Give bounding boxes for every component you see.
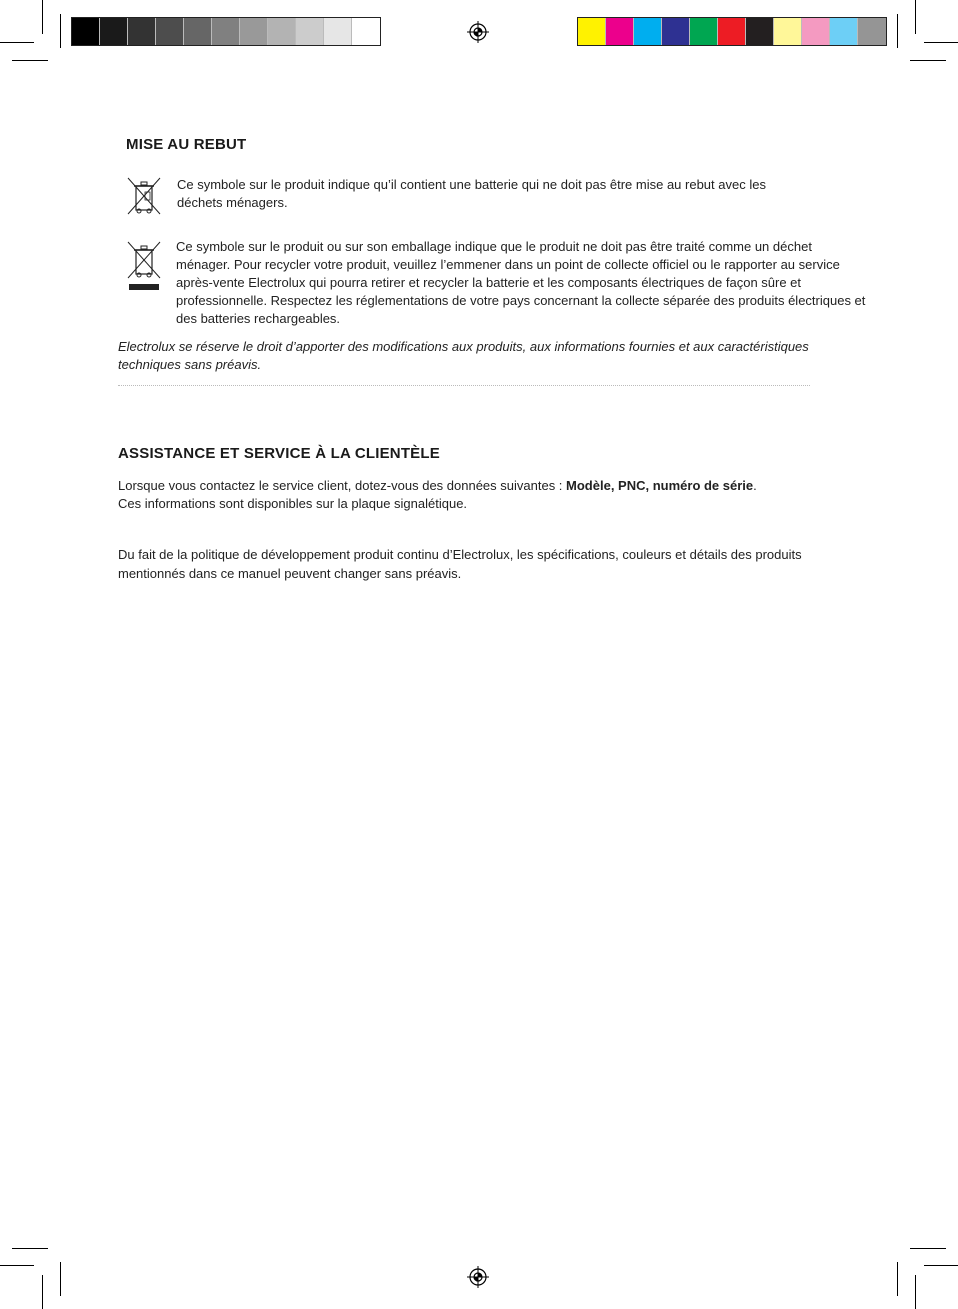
crop-mark — [0, 1265, 34, 1266]
color-swatch — [324, 18, 352, 45]
color-swatch — [606, 18, 634, 45]
disclaimer-text: Electrolux se réserve le droit d’apporter des modifications aux produits, aux informations fournies et aux caractéristiques techniques sans préavis. — [118, 339, 809, 372]
color-swatch — [240, 18, 268, 45]
crop-mark — [897, 1262, 898, 1296]
crop-mark — [60, 1262, 61, 1296]
policy-text: Du fait de la politique de développement produit continu d’Electrolux, les spécifications, couleurs et détails des produits mentionnés dans ce manuel peuvent changer sans préavis. — [118, 547, 802, 581]
weee-symbol-text: Ce symbole sur le produit ou sur son emballage indique que le produit ne doit pas être traité comme un déchet ménager. Pour recycler votre produit, veuillez l’emmener dans un point de collecte officiel ou le rapporter au service après-vente Electrolux qui pourra retirer et recycler la batterie et les composants électriques de façon sûre et professionnelle. Respectez les réglementations de votre pays concernant la collecte séparée des produits électriques et des batteries rechargeables. — [176, 239, 866, 326]
color-swatch — [662, 18, 690, 45]
registration-mark-icon — [467, 1266, 489, 1288]
crop-mark — [915, 0, 916, 34]
crop-mark — [42, 0, 43, 34]
contact-suffix: . — [753, 478, 757, 493]
crop-mark — [12, 60, 48, 61]
color-swatch — [268, 18, 296, 45]
color-swatch — [802, 18, 830, 45]
crop-mark — [12, 1248, 48, 1249]
color-swatch — [128, 18, 156, 45]
color-swatch — [578, 18, 606, 45]
color-swatch — [746, 18, 774, 45]
crop-mark — [42, 1275, 43, 1309]
process-color-bar — [577, 17, 887, 46]
crop-mark — [897, 14, 898, 48]
color-swatch — [774, 18, 802, 45]
color-swatch — [184, 18, 212, 45]
registration-mark-icon — [467, 21, 489, 43]
divider — [118, 385, 810, 386]
crop-mark — [910, 60, 946, 61]
color-swatch — [634, 18, 662, 45]
color-swatch — [690, 18, 718, 45]
crossed-bin-battery-icon — [126, 176, 162, 216]
crop-mark — [924, 1265, 958, 1266]
crop-mark — [915, 1275, 916, 1309]
disposal-heading: MISE AU REBUT — [126, 136, 247, 153]
crop-mark — [910, 1248, 946, 1249]
crossed-bin-weee-icon — [126, 240, 162, 292]
crop-mark — [60, 14, 61, 48]
color-swatch — [296, 18, 324, 45]
color-swatch — [830, 18, 858, 45]
color-swatch — [718, 18, 746, 45]
contact-required-data: Modèle, PNC, numéro de série — [566, 478, 754, 493]
plate-info-text: Ces informations sont disponibles sur la plaque signalétique. — [118, 496, 468, 511]
color-swatch — [352, 18, 380, 45]
color-swatch — [212, 18, 240, 45]
support-heading: ASSISTANCE ET SERVICE À LA CLIENTÈLE — [118, 445, 440, 462]
color-swatch — [858, 18, 886, 45]
contact-prefix: Lorsque vous contactez le service client, dotez-vous des données suivantes : — [118, 478, 567, 493]
color-swatch — [156, 18, 184, 45]
color-swatch — [72, 18, 100, 45]
crop-mark — [0, 42, 34, 43]
contact-info-text — [118, 477, 858, 513]
grayscale-color-bar — [71, 17, 381, 46]
battery-symbol-text: Ce symbole sur le produit indique qu’il contient une batterie qui ne doit pas être mise au rebut avec les déchets ménagers. — [177, 177, 766, 210]
color-swatch — [100, 18, 128, 45]
crop-mark — [924, 42, 958, 43]
